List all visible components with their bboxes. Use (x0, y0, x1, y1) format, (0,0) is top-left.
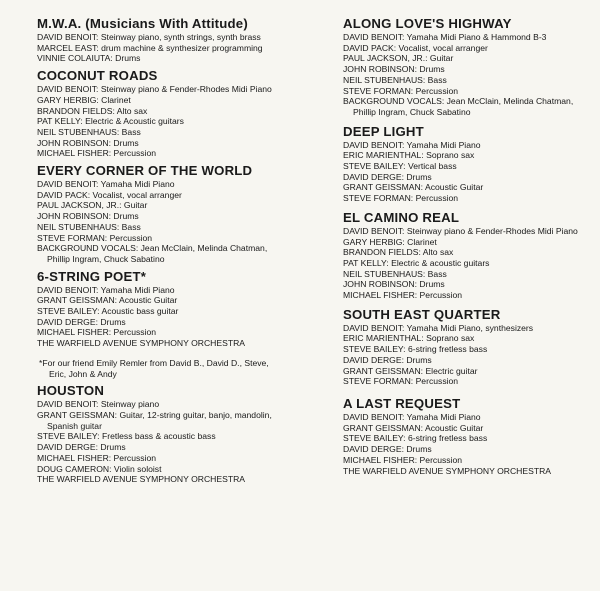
credit-line: BACKGROUND VOCALS: Jean McClain, Melinda Chatman, (37, 243, 268, 254)
credit-line: PAUL JACKSON, JR.: Guitar (37, 200, 148, 211)
credit-line: ERIC MARIENTHAL: Soprano sax (343, 150, 475, 161)
song-title: HOUSTON (37, 383, 105, 399)
credit-line: JOHN ROBINSON: Drums (37, 137, 139, 148)
dedication-note: Eric, John & Andy (49, 368, 117, 379)
credit-line: STEVE BAILEY: Acoustic bass guitar (37, 306, 179, 317)
credit-line: ERIC MARIENTHAL: Soprano sax (343, 333, 475, 344)
credit-line: DAVID DERGE: Drums (343, 444, 432, 455)
credit-line: STEVE FORMAN: Percussion (37, 232, 153, 243)
credit-line: GRANT GEISSMAN: Acoustic Guitar (37, 295, 178, 306)
song-block (343, 307, 588, 387)
song-block (37, 269, 307, 380)
credit-line: Phillip Ingram, Chuck Sabatino (47, 253, 165, 264)
credit-line: Spanish guitar (47, 420, 102, 431)
credit-line: MICHAEL FISHER: Percussion (37, 148, 157, 159)
credit-line: STEVE FORMAN: Percussion (343, 193, 459, 204)
credit-line: NEIL STUBENHAUS: Bass (37, 126, 141, 137)
credit-line: BACKGROUND VOCALS: Jean McClain, Melinda Chatman, (343, 96, 574, 107)
credit-line: DAVID DERGE: Drums (343, 171, 432, 182)
credit-line: DAVID BENOIT: Steinway piano & Fender-Rhodes Midi Piano (37, 84, 272, 95)
credit-line: DAVID BENOIT: Yamaha Midi Piano & Hammond B-3 (343, 32, 547, 42)
credit-line: PAUL JACKSON, JR.: Guitar (343, 53, 454, 64)
credit-line: STEVE BAILEY: 6-string fretless bass (343, 433, 488, 444)
credit-line: PAT KELLY: Electric & acoustic guitars (343, 257, 490, 268)
credit-line: BRANDON FIELDS: Alto sax (343, 247, 454, 258)
credit-line: NEIL STUBENHAUS: Bass (343, 268, 447, 279)
song-title: COCONUT ROADS (37, 68, 158, 84)
credit-line: NEIL STUBENHAUS: Bass (37, 221, 141, 232)
credit-line: MARCEL EAST: drum machine & synthesizer programming (37, 42, 263, 53)
left-column (37, 16, 307, 485)
song-block (343, 210, 588, 301)
credit-line: DAVID BENOIT: Yamaha Midi Piano (343, 411, 481, 422)
credit-line: DAVID PACK: Vocalist, vocal arranger (37, 189, 182, 200)
credit-line: GARY HERBIG: Clarinet (37, 94, 131, 105)
credit-line: DAVID DERGE: Drums (37, 316, 126, 327)
credit-line: PAT KELLY: Electric & Acoustic guitars (37, 116, 184, 127)
credit-line: BRANDON FIELDS: Alto sax (37, 105, 148, 116)
right-column (343, 16, 588, 476)
credit-line: MICHAEL FISHER: Percussion (343, 454, 463, 465)
credit-line: GRANT GEISSMAN: Guitar, 12-string guitar, banjo, mandolin, (37, 409, 272, 420)
credit-line: STEVE BAILEY: 6-string fretless bass (343, 344, 488, 355)
credit-line: DAVID BENOIT: Yamaha Midi Piano (343, 139, 481, 150)
song-title: ALONG LOVE'S HIGHWAY (343, 16, 512, 31)
song-title: M.W.A. (Musicians With Attitude) (37, 16, 248, 31)
song-block (343, 396, 588, 476)
song-title: DEEP LIGHT (343, 123, 424, 139)
song-block (37, 16, 307, 64)
song-title: 6-STRING POET* (37, 268, 147, 284)
credit-line: DAVID BENOIT: Steinway piano, synth strings, synth brass (37, 32, 261, 42)
credit-line: THE WARFIELD AVENUE SYMPHONY ORCHESTRA (37, 474, 246, 485)
credit-line: DAVID PACK: Vocalist, vocal arranger (343, 42, 488, 53)
song-block (37, 383, 307, 485)
credit-line: MICHAEL FISHER: Percussion (343, 290, 463, 301)
credit-line: STEVE BAILEY: Vertical bass (343, 161, 457, 172)
credit-line: VINNIE COLAIUTA: Drums (37, 53, 141, 64)
dedication-note: *For our friend Emily Remler from David B., David D., Steve, (39, 357, 269, 368)
song-block (343, 124, 588, 204)
credit-line: DAVID BENOIT: Steinway piano (37, 399, 160, 410)
credit-line: DAVID BENOIT: Yamaha Midi Piano (37, 179, 175, 190)
credit-line: NEIL STUBENHAUS: Bass (343, 74, 447, 85)
song-title: A LAST REQUEST (343, 395, 461, 411)
credit-line: DAVID DERGE: Drums (343, 354, 432, 365)
song-block (37, 163, 307, 265)
credit-line: DAVID BENOIT: Steinway piano & Fender-Rhodes Midi Piano (343, 225, 578, 236)
credit-line: STEVE BAILEY: Fretless bass & acoustic bass (37, 431, 216, 442)
credit-line: JOHN ROBINSON: Drums (37, 211, 139, 222)
song-block (343, 16, 588, 118)
credit-line: DAVID BENOIT: Yamaha Midi Piano (37, 284, 175, 295)
credit-line: DAVID BENOIT: Yamaha Midi Piano, synthesizers (343, 322, 534, 333)
song-title: EVERY CORNER OF THE WORLD (37, 163, 253, 179)
credit-line: THE WARFIELD AVENUE SYMPHONY ORCHESTRA (343, 465, 552, 476)
credit-line: JOHN ROBINSON: Drums (343, 279, 445, 290)
credit-line: Phillip Ingram, Chuck Sabatino (353, 106, 471, 117)
credit-line: GARY HERBIG: Clarinet (343, 236, 437, 247)
credit-line: THE WARFIELD AVENUE SYMPHONY ORCHESTRA (37, 338, 246, 349)
credit-line: JOHN ROBINSON: Drums (343, 64, 445, 75)
credit-line: GRANT GEISSMAN: Electric guitar (343, 365, 478, 376)
credit-line: GRANT GEISSMAN: Acoustic Guitar (343, 182, 484, 193)
credit-line: GRANT GEISSMAN: Acoustic Guitar (343, 422, 484, 433)
credit-line: MICHAEL FISHER: Percussion (37, 327, 157, 338)
song-title: EL CAMINO REAL (343, 209, 460, 225)
credit-line: MICHAEL FISHER: Percussion (37, 452, 157, 463)
credit-line: DAVID DERGE: Drums (37, 442, 126, 453)
credit-line: STEVE FORMAN: Percussion (343, 85, 459, 96)
song-block (37, 68, 307, 159)
credit-line: DOUG CAMERON: Violin soloist (37, 463, 162, 474)
credit-line: STEVE FORMAN: Percussion (343, 376, 459, 387)
song-title: SOUTH EAST QUARTER (343, 306, 501, 322)
